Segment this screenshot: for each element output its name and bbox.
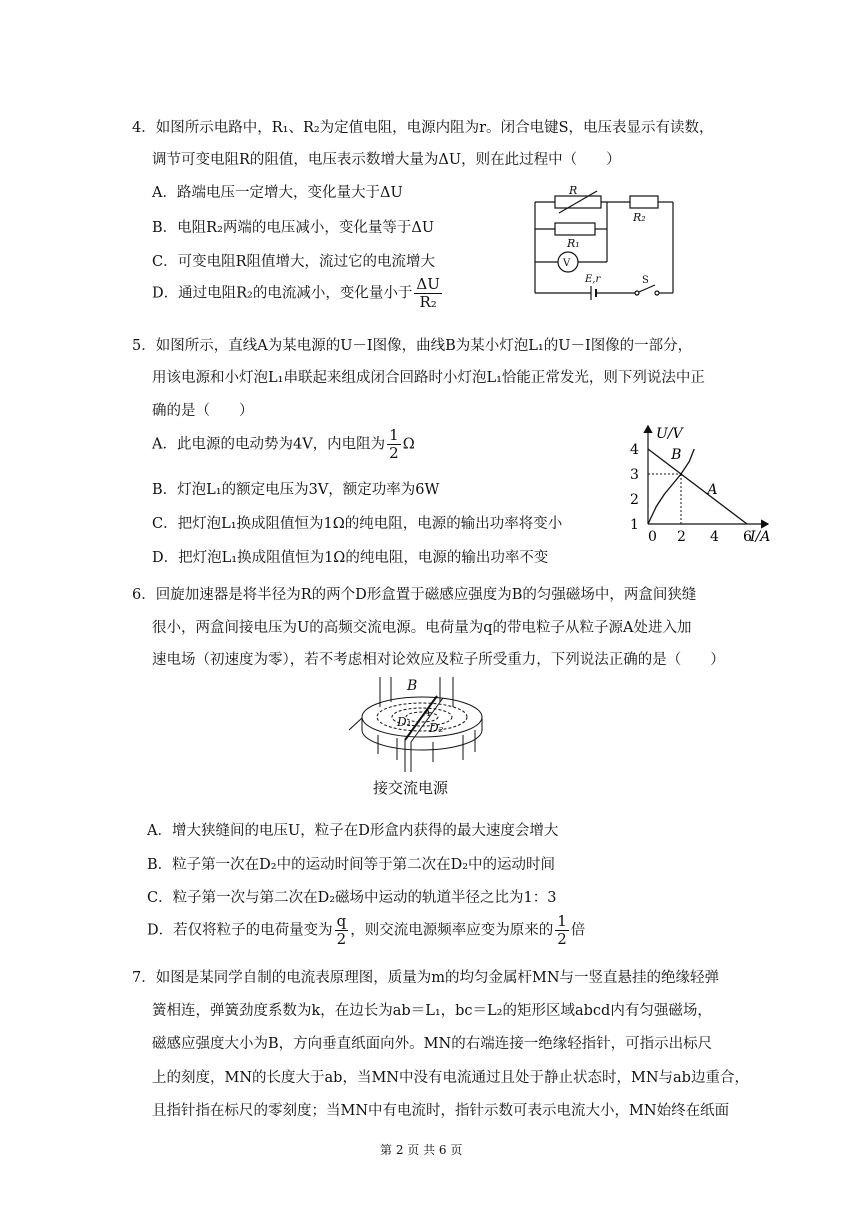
x-tick-label: 4 <box>710 529 719 545</box>
q6-cyclotron-diagram <box>345 672 495 800</box>
resistor-r1 <box>555 223 595 235</box>
q6-option-d-mid: ，则交流电源频率应变为原来的 <box>350 922 554 939</box>
q6-d-numerator1: q <box>336 912 347 930</box>
label-r1: R₁ <box>567 237 580 250</box>
label-d1: D₁ <box>397 715 412 729</box>
q5-a-numerator: 1 <box>389 426 399 444</box>
q5-stem-line2: 用该电源和小灯泡L₁串联起来组成闭合回路时小灯泡L₁恰能正常发光，则下列说法中正 <box>152 370 705 386</box>
q5-option-d: D．把灯泡L₁换成阻值恒为1Ω的纯电阻，电源的输出功率不变 <box>152 550 549 566</box>
q6-d-fraction2 <box>555 913 569 948</box>
series-A-line <box>648 449 747 524</box>
label-a: A <box>423 706 431 719</box>
q4-circuit-diagram <box>525 185 685 305</box>
label-v: V <box>563 258 571 269</box>
q5-option-c: C．把灯泡L₁换成阻值恒为1Ω的纯电阻，电源的输出功率将变小 <box>152 516 563 532</box>
y-tick-label: 2 <box>630 492 639 508</box>
q6-option-d <box>147 913 585 948</box>
x-tick-label: 6 <box>743 529 752 545</box>
q6-stem-line2: 很小，两盒间接电压为U的高频交流电源。电荷量为q的带电粒子从粒子源A处进入加 <box>152 620 692 636</box>
q5-option-a <box>152 427 415 462</box>
q4-option-a: A．路端电压一定增大，变化量大于ΔU <box>152 185 403 201</box>
q6-d-numerator2: 1 <box>557 912 567 930</box>
q4-d-denominator: R₂ <box>419 293 437 311</box>
q4-stem-line2: 调节可变电阻R的阻值，电压表示数增大量为ΔU，则在此过程中（ ） <box>152 152 621 168</box>
q6-d-denominator1: 2 <box>336 930 347 948</box>
label-b: B <box>407 678 418 694</box>
q5-ui-chart <box>618 420 783 550</box>
q4-option-d <box>152 276 444 311</box>
caption-ac-source: 接交流电源 <box>373 779 449 797</box>
q7-line4: 上的刻度，MN的长度大于ab，当MN中没有电流通过且处于静止状态时，MN与ab边重合， <box>152 1070 749 1086</box>
q4-stem-line1: 4．如图所示电路中，R₁、R₂为定值电阻，电源内阻为r。闭合电键S，电压表显示有读数， <box>132 120 714 136</box>
q7-line2: 簧相连，弹簧劲度系数为k，在边长为ab＝L₁，bc＝L₂的矩形区域abcd内有匀强磁场， <box>152 1003 712 1019</box>
q4-option-b: B．电阻R₂两端的电压减小，变化量等于ΔU <box>152 220 435 236</box>
q6-option-c: C．粒子第一次与第二次在D₂磁场中运动的轨道半径之比为1：3 <box>147 890 557 906</box>
q4-option-d-text: D．通过电阻R₂的电流减小，变化量小于 <box>152 285 413 302</box>
q5-stem-line1: 5．如图所示，直线A为某电源的U－I图像，曲线B为某小灯泡L₁的U－I图像的一部分， <box>132 338 693 354</box>
q5-option-b: B．灯泡L₁的额定电压为3V，额定功率为6W <box>152 482 440 498</box>
q4-option-c: C．可变电阻R阻值增大，流过它的电流增大 <box>152 254 436 270</box>
q6-option-d-text: D．若仅将粒子的电荷量变为 <box>147 922 333 939</box>
y-tick-label: 1 <box>630 517 639 533</box>
q5-a-denominator: 2 <box>389 444 399 462</box>
y-tick-label: 3 <box>630 467 639 483</box>
x-axis-label: I/A <box>750 529 771 545</box>
label-d2: D₂ <box>429 721 444 735</box>
q6-d-denominator2: 2 <box>557 930 567 948</box>
label-s: S <box>642 275 649 286</box>
q4-d-numerator: ΔU <box>416 275 440 293</box>
series-a-label: A <box>707 482 718 498</box>
series-b-label: B <box>671 447 682 463</box>
q6-option-a: A．增大狭缝间的电压U，粒子在D形盒内获得的最大速度会增大 <box>147 823 559 839</box>
q4-option-d-fraction <box>414 276 441 311</box>
label-r2: R₂ <box>633 211 646 224</box>
y-axis-label: U/V <box>656 426 683 442</box>
y-tick-label: 4 <box>630 442 639 458</box>
resistor-r2 <box>630 196 658 208</box>
q6-stem-line1: 6．回旋加速器是将半径为R的两个D形盒置于磁感应强度为B的匀强磁场中，两盒间狭缝 <box>132 587 697 603</box>
page-footer: 第 2 页 共 6 页 <box>380 1143 463 1157</box>
q5-option-a-text: A．此电源的电动势为4V，内电阻为 <box>152 436 386 453</box>
label-r: R <box>569 185 578 197</box>
q7-line5: 且指针指在标尺的零刻度；当MN中有电流时，指针示数可表示电流大小，MN始终在纸面 <box>152 1103 730 1119</box>
x-tick-label: 2 <box>677 529 686 545</box>
q7-line3: 磁感应强度大小为B，方向垂直纸面向外。MN的右端连接一绝缘轻指针，可指示出标尺 <box>152 1036 713 1052</box>
q5-a-fraction <box>387 427 401 462</box>
q7-line1: 7．如图是某同学自制的电流表原理图，质量为m的均匀金属杆MN与一竖直悬挂的绝缘轻弹 <box>132 970 720 986</box>
label-er: E,r <box>585 274 601 285</box>
q6-stem-line3: 速电场（初速度为零），若不考虑相对论效应及粒子所受重力，下列说法正确的是（ ） <box>152 652 725 668</box>
q5-option-a-unit: Ω <box>402 436 415 453</box>
q5-stem-line3: 确的是（ ） <box>152 403 254 419</box>
x-tick-label: 0 <box>648 529 657 545</box>
q6-d-fraction1 <box>335 913 349 948</box>
q6-option-d-post: 倍 <box>570 922 586 939</box>
q6-option-b: B．粒子第一次在D₂中的运动时间等于第二次在D₂中的运动时间 <box>147 857 556 873</box>
